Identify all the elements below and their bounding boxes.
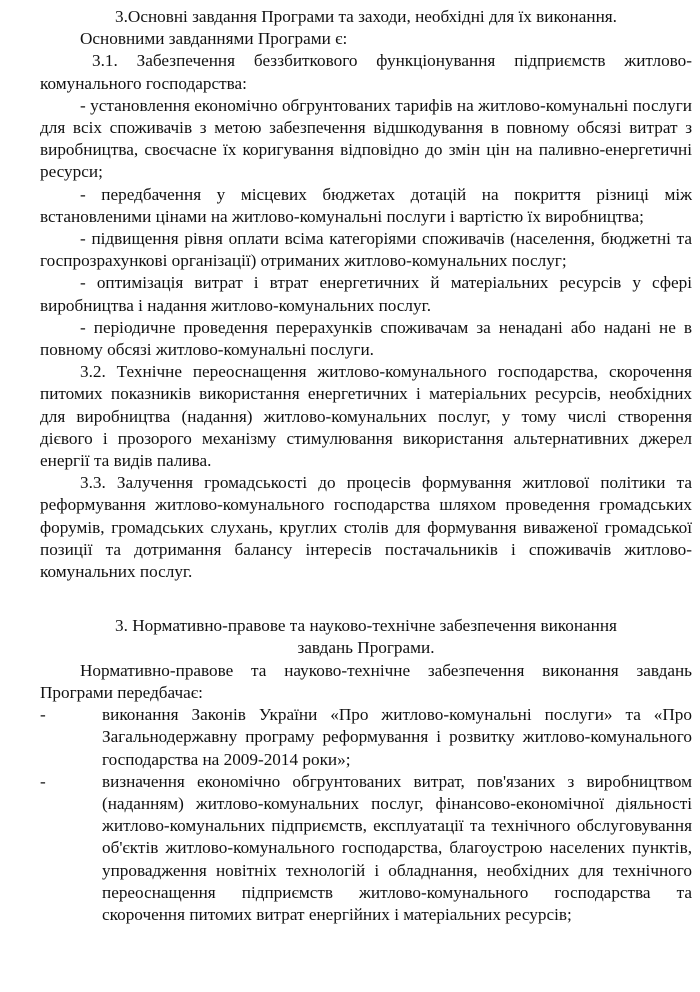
section-4-heading bbox=[40, 615, 692, 659]
section-4-intro: Нормативно-правове та науково-технічне забезпечення виконання завдань Програми передбачає: bbox=[40, 660, 692, 702]
section-3-intro: Основними завданнями Програми є: bbox=[80, 29, 348, 49]
list-dash-marker: - bbox=[40, 705, 46, 725]
section-3-heading: 3.Основні завдання Програми та заходи, необхідні для їх виконання. bbox=[115, 7, 617, 26]
task-3-1-bullet-3: - підвищення рівня оплати всімa категоріями споживачів (населення, бюджетні та госпрозрахункові організації) отриманих житлово-комунальних послуг; bbox=[40, 229, 692, 271]
task-3-1-bullet-1: - установлення економічно обгрунтованих тарифів на житлово-комунальні послуги для всіх споживачів з метою забезпечення відшкодування в повному обсязі витрат з виробництва, своєчасне їх коригування відповідно до змін цін на паливно-енергетичні ресурси; bbox=[40, 95, 692, 182]
section-4-heading-line-2: завдань Програми. bbox=[297, 638, 435, 658]
task-3-1-bullet-4: - оптимізація витрат і втрат енергетичних й матеріальних ресурсів у сфері виробництва і надання житлово-комунальних послуг. bbox=[40, 273, 692, 315]
task-3-1-bullet-2: - передбачення у місцевих бюджетах дотацій на покриття різниці між встановленими цінами на житлово-комунальні послуги і вартістю їх виробництва; bbox=[40, 184, 692, 226]
list-item bbox=[40, 771, 692, 926]
list-item bbox=[40, 704, 692, 771]
list-item-text: виконання Законів України «Про житлово-комунальні послуги» та «Про Загальнодержавну програму реформування і розвитку житлово-комунального господарства на 2009-2014 роки»; bbox=[102, 705, 692, 769]
section-4-list bbox=[40, 704, 692, 926]
task-3-2-text: 3.2. Технічне переоснащення житлово-комунального господарства, скорочення питомих показників використання енергетичних і матеріальних ресурсів, необхідних для виробництва (надання) житлово-комунальних послуг, у тому числі створення дієвого і прозорого механізму стимулювання використання альтернативних джерел енергії та видів палива. bbox=[40, 362, 692, 471]
list-dash-marker: - bbox=[40, 771, 46, 791]
document-page bbox=[40, 6, 692, 926]
task-3-1-bullet-5: - періодичне проведення перерахунків споживачам за ненадані або надані не в повному обсязі житлово-комунальні послуги. bbox=[40, 317, 692, 360]
task-3-1-text: 3.1. Забезпечення беззбиткового функціонування підприємств житлово-комунального господарства: bbox=[40, 51, 692, 93]
task-3-3-text: 3.3. Залучення громадськості до процесів формування житлової політики та реформування житлово-комунального господарства шляхом проведення громадських форумів, громадських слухань, круглих столів для формування виваженої громадської позиції та дотримання балансу інтересів постачальників і споживачів житлово-комунальних послуг. bbox=[40, 473, 692, 582]
section-4-heading-line-1: 3. Нормативно-правове та науково-технічне забезпечення виконання bbox=[115, 616, 617, 636]
list-item-text: визначення економічно обгрунтованих витрат, пов'язаних з виробництвом (наданням) житлово-комунальних послуг, фінансово-економічної діяльності житлово-комунальних підприємств, експлуатації та технічного обслуговування об'єктів житлово-комунального господарства, благоустрою населених пунктів, упровадження новітніх технологій і обладнання, необхідних для технічного переоснащення підприємств житлово-комунального господарства та скорочення питомих витрат енергійних і матеріальних ресурсів; bbox=[102, 771, 692, 924]
